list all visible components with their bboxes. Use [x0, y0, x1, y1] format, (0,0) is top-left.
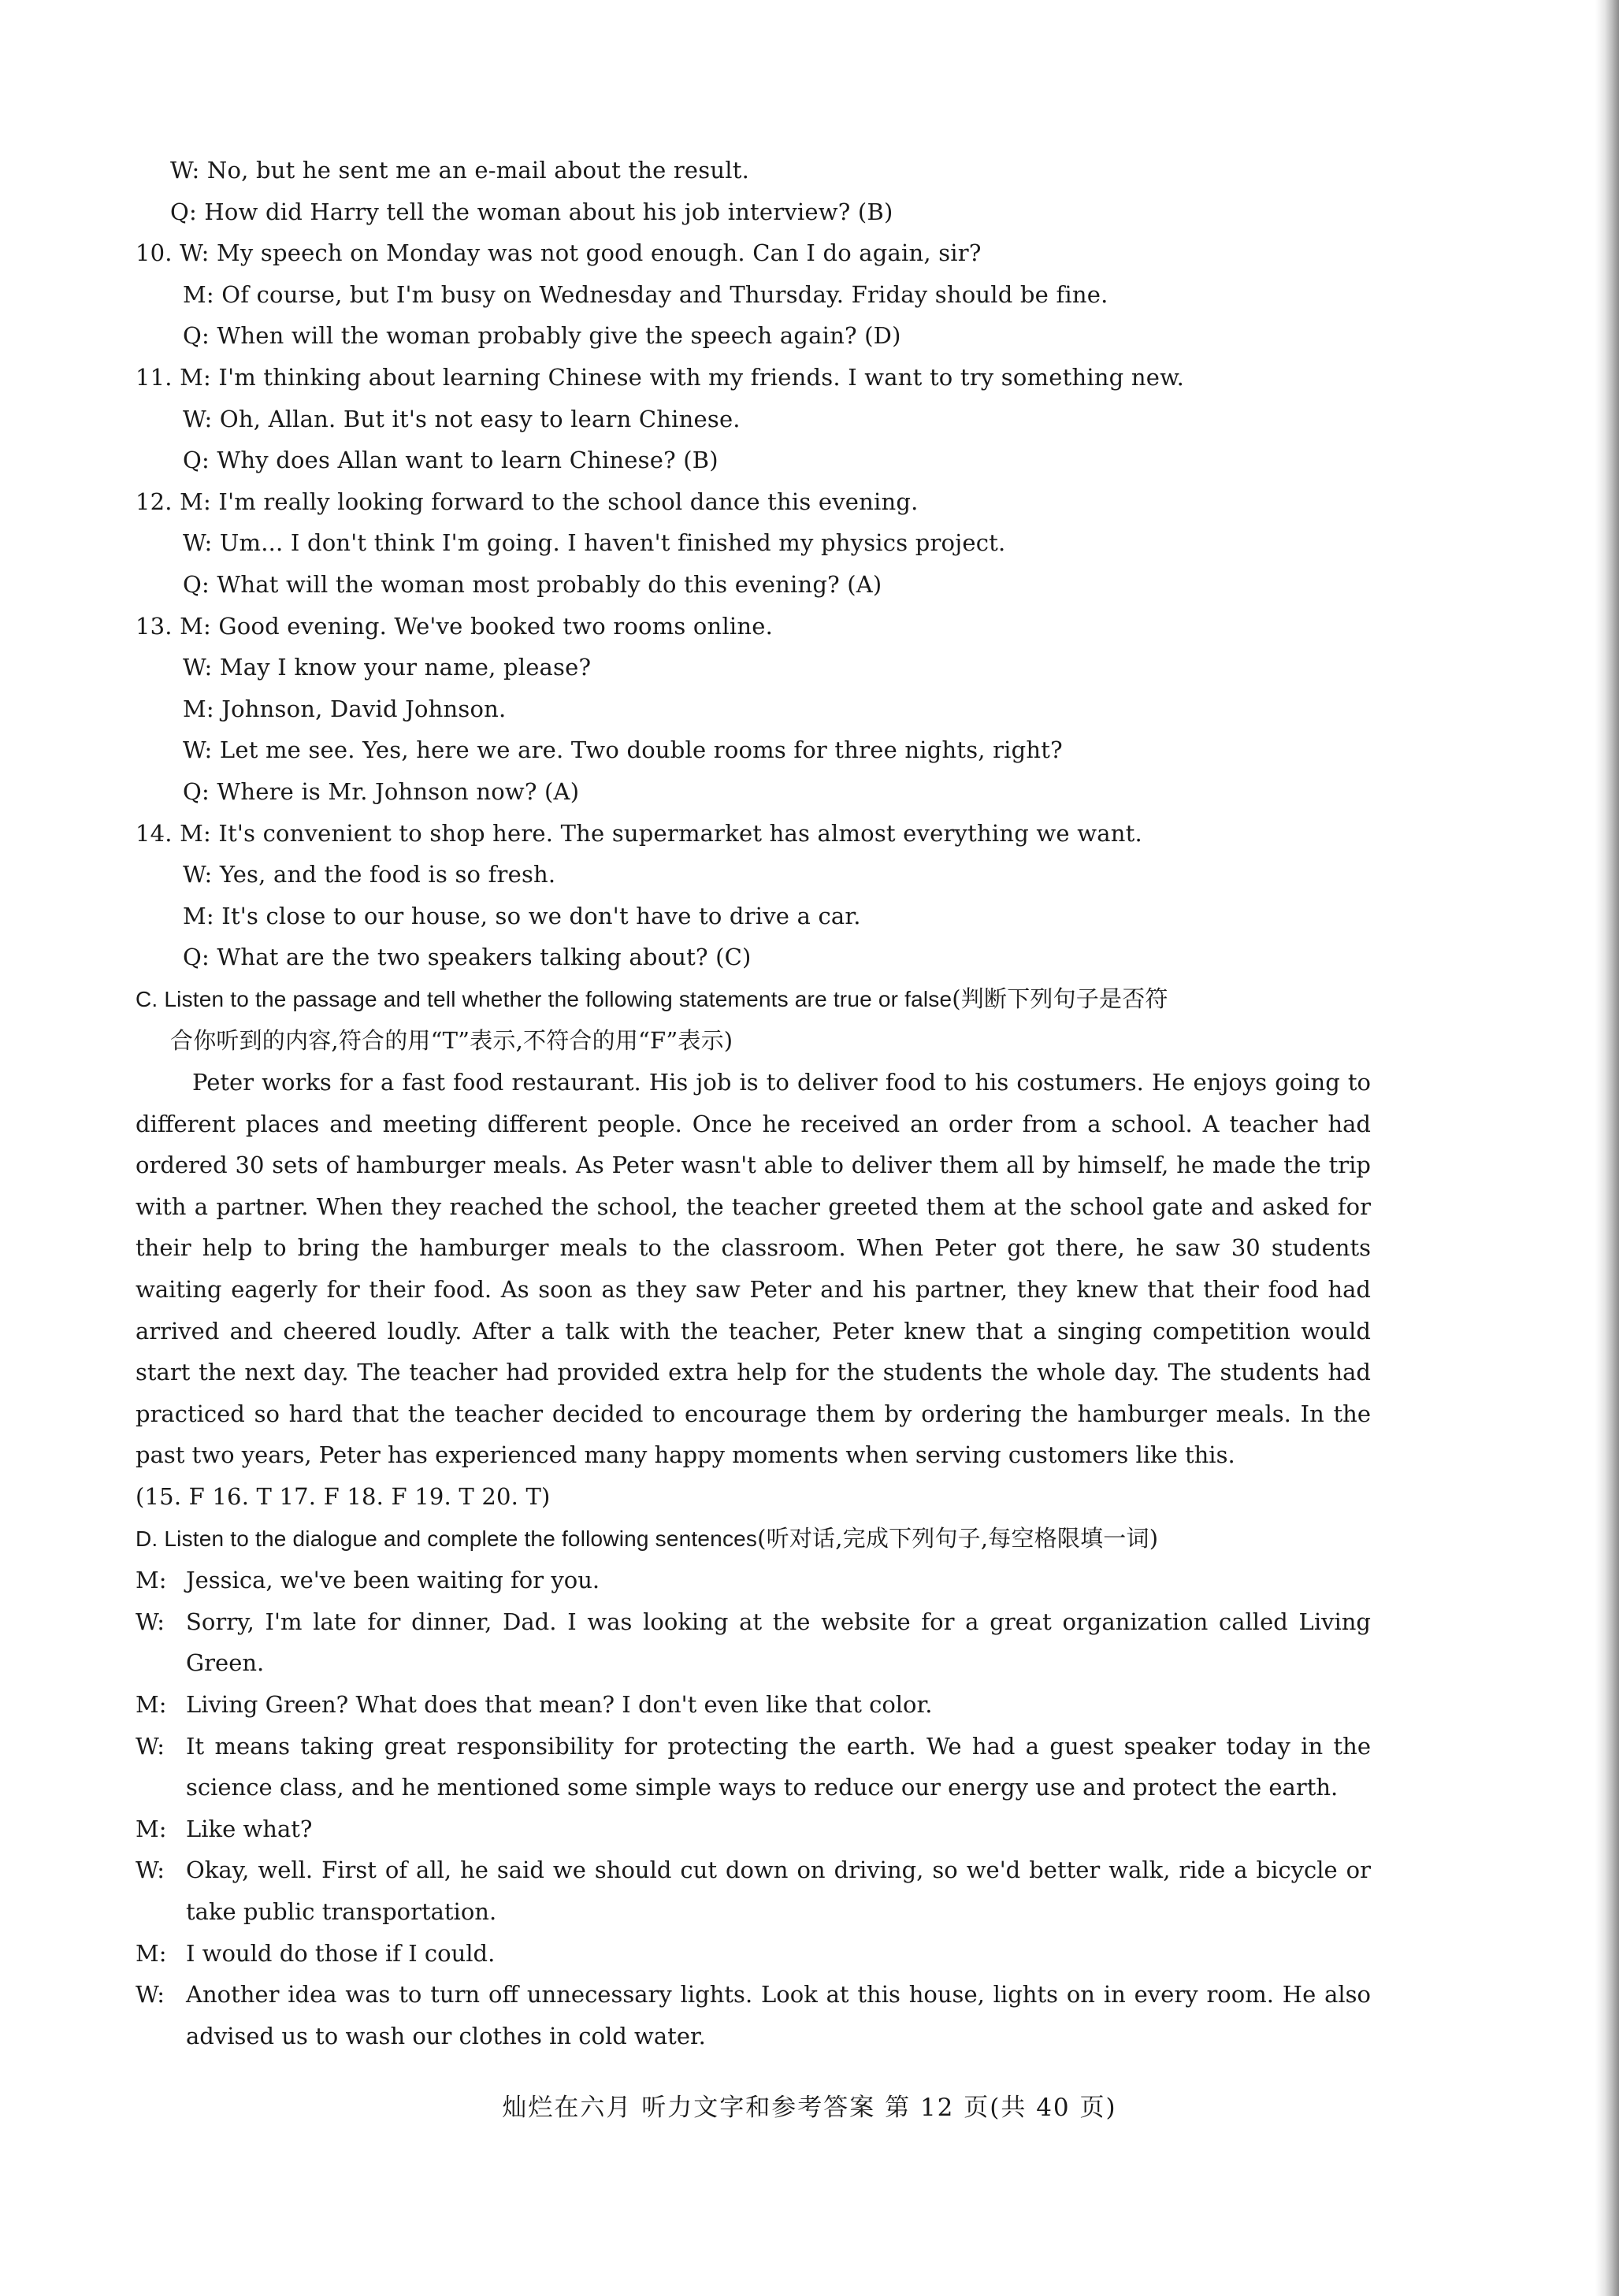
section-c-title-cn: (判断下列句子是否符: [952, 985, 1168, 1012]
turn-text: Jessica, we've been waiting for you.: [186, 1567, 600, 1594]
dialogue-line: W: Let me see. Yes, here we are. Two double rooms for three nights, right?: [183, 736, 1063, 764]
speaker-tag: M:: [136, 1939, 167, 1967]
section-d-heading: [136, 1518, 1371, 1560]
section-c-answers: (15. F 16. T 17. F 18. F 19. T 20. T): [136, 1483, 551, 1510]
question-line: Q: How did Harry tell the woman about his job interview? (B): [170, 198, 893, 225]
page-footer: 灿烂在六月 听力文字和参考答案 第 12 页(共 40 页): [502, 2094, 1117, 2122]
turn-text: Like what?: [186, 1815, 313, 1842]
dialogue-line: W: Oh, Allan. But it's not easy to learn Chinese.: [183, 405, 741, 432]
item-12-line: 12. M: I'm really looking forward to the school dance this evening.: [136, 488, 919, 515]
dialogue-turn: [136, 1808, 1371, 1850]
page-content: [136, 150, 1371, 2057]
dialogue-turn: [136, 1849, 1371, 1932]
page-edge-shadow: [1595, 0, 1619, 2296]
dialogue-turn: [136, 1601, 1371, 1684]
speaker-tag: M:: [136, 1567, 167, 1594]
dialogue-turn: [136, 1684, 1371, 1726]
dialogue-line: M: It's close to our house, so we don't have to drive a car.: [183, 902, 861, 929]
turn-text: Okay, well. First of all, he said we should cut down on driving, so we'd better walk, ride a bicycle or take public transportation.: [186, 1856, 1371, 1925]
dialogue-line: W: Um... I don't think I'm going. I haven't finished my physics project.: [183, 529, 1006, 557]
item-14-line: 14. M: It's convenient to shop here. The supermarket has almost everything we want.: [136, 819, 1142, 847]
turn-text: It means taking great responsibility for protecting the earth. We had a guest speaker today in the science class, and he mentioned some simple ways to reduce our energy use and protect the earth.: [186, 1732, 1371, 1801]
speaker-tag: M:: [136, 1690, 167, 1718]
speaker-tag: W:: [136, 1608, 165, 1635]
question-line: Q: Where is Mr. Johnson now? (A): [183, 777, 580, 805]
section-d-title: D. Listen to the dialogue and complete the following sentences: [136, 1526, 758, 1551]
question-line: Q: Why does Allan want to learn Chinese? (B): [183, 447, 719, 474]
question-line: Q: When will the woman probably give the speech again? (D): [183, 322, 901, 350]
question-line: Q: What will the woman most probably do this evening? (A): [183, 570, 882, 598]
item-13-line: 13. M: Good evening. We've booked two rooms online.: [136, 612, 774, 640]
section-c-passage: Peter works for a fast food restaurant. His job is to deliver food to his costumers. He enjoys going to different places and meeting different people. Once he received an order from a school. A teacher had ordered 30 sets of hamburger meals. As Peter wasn't able to deliver them all by himself, he made the trip with a partner. When they reached the school, the teacher greeted them at the school gate and asked for their help to bring the hamburger meals to the classroom. When Peter got there, he saw 30 students waiting eagerly for their food. As soon as they saw Peter and his partner, they knew that their food had arrived and cheered loudly. After a talk with the teacher, Peter knew that a singing competition would start the next day. The teacher had provided extra help for the students the whole day. The students had practiced so hard that the teacher decided to encourage them by ordering the hamburger meals. In the past two years, Peter has experienced many happy moments when serving customers like this.: [136, 1069, 1371, 1469]
dialogue-turn: [136, 1933, 1371, 1975]
dialogue-turn: [136, 1726, 1371, 1808]
item-11-line: 11. M: I'm thinking about learning Chinese with my friends. I want to try something new.: [136, 363, 1185, 391]
section-c-title: C. Listen to the passage and tell whether the following statements are true or false: [136, 986, 952, 1011]
section-d-title-cn: (听对话,完成下列句子,每空格限填一词): [757, 1524, 1159, 1552]
question-line: Q: What are the two speakers talking about? (C): [183, 944, 752, 971]
turn-text: Sorry, I'm late for dinner, Dad. I was looking at the website for a great organization called Living Green.: [186, 1608, 1371, 1677]
speaker-tag: W:: [136, 1981, 165, 2009]
section-c-heading-cn: 合你听到的内容,符合的用“T”表示,不符合的用“F”表示): [170, 1027, 733, 1055]
turn-text: Another idea was to turn off unnecessary lights. Look at this house, lights on in every room. He also advised us to wash our clothes in cold water.: [186, 1981, 1371, 2049]
section-c-heading: [136, 978, 1371, 1021]
speaker-tag: W:: [136, 1732, 165, 1760]
dialogue-line: W: Yes, and the food is so fresh.: [183, 861, 556, 888]
dialogue-line: M: Johnson, David Johnson.: [183, 695, 507, 722]
dialogue-line: W: May I know your name, please?: [183, 654, 592, 681]
dialogue-turn: [136, 1560, 1371, 1601]
turn-text: Living Green? What does that mean? I don't even like that color.: [186, 1690, 933, 1718]
speaker-tag: M:: [136, 1815, 167, 1842]
dialogue-line: W: No, but he sent me an e-mail about the result.: [170, 157, 749, 184]
dialogue-line: M: Of course, but I'm busy on Wednesday and Thursday. Friday should be fine.: [183, 280, 1108, 308]
turn-text: I would do those if I could.: [186, 1939, 496, 1967]
item-10-line: 10. W: My speech on Monday was not good enough. Can I do again, sir?: [136, 239, 982, 267]
dialogue-turn: [136, 1974, 1371, 2057]
speaker-tag: W:: [136, 1856, 165, 1884]
